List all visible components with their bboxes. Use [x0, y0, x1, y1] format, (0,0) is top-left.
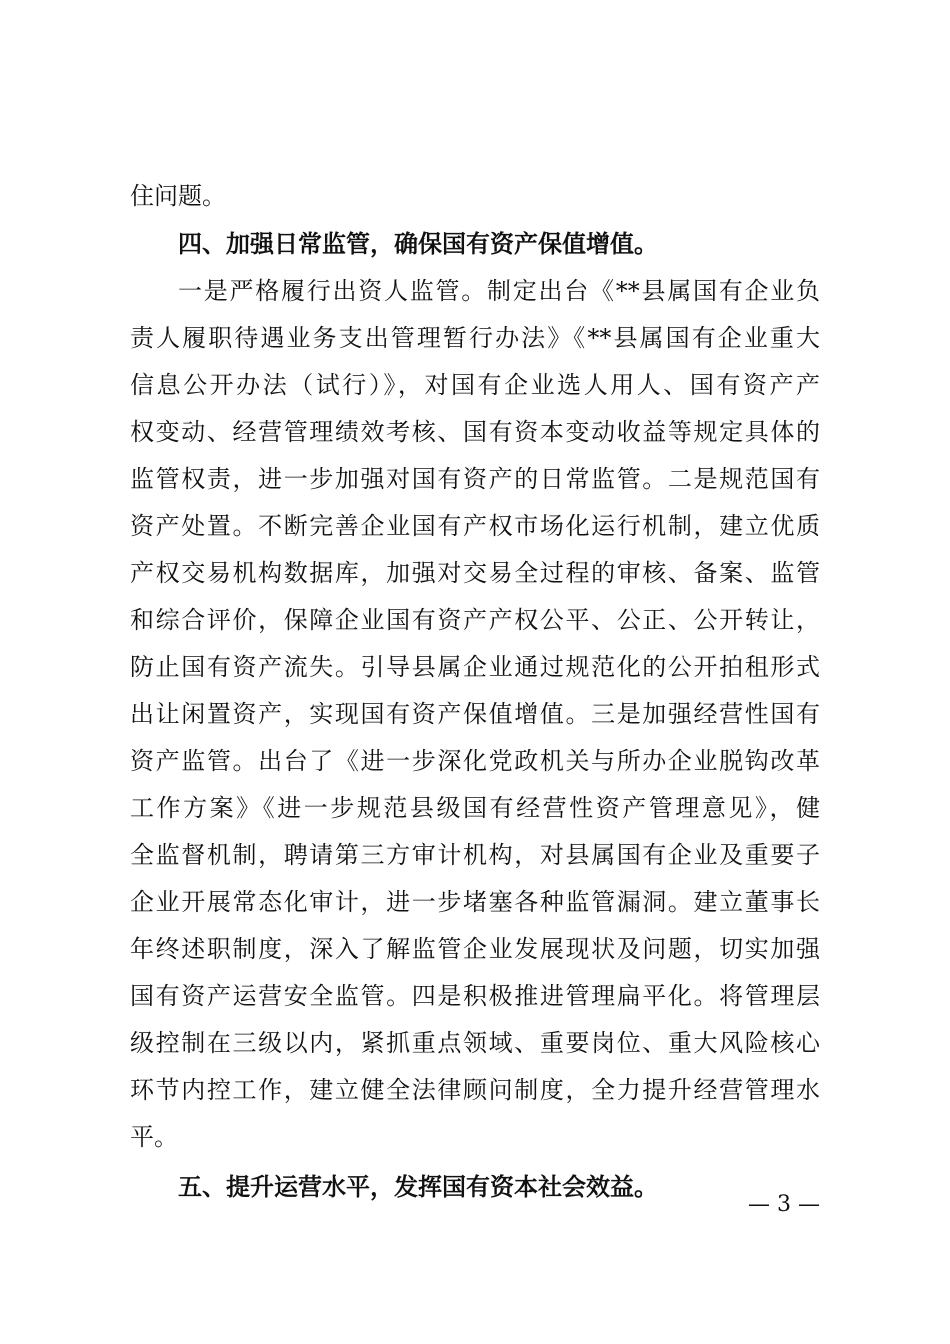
paragraph-line: 平。: [130, 1123, 178, 1151]
page-number: — 3 —: [748, 1192, 820, 1217]
paragraph-line: 环节内控工作，建立健全法律顾问制度，全力提升经营管理水: [130, 1076, 820, 1104]
paragraph-line: 监管权责，进一步加强对国有资产的日常监管。二是规范国有: [130, 465, 820, 493]
paragraph-line: 责人履职待遇业务支出管理暂行办法》《**县属国有企业重大: [130, 324, 820, 352]
paragraph-line: 和综合评价，保障企业国有资产产权公平、公正、公开转让，: [130, 606, 820, 634]
paragraph-line: 权变动、经营管理绩效考核、国有资本变动收益等规定具体的: [130, 418, 820, 446]
paragraph-line: 全监督机制，聘请第三方审计机构，对县属国有企业及重要子: [130, 841, 820, 869]
paragraph-line: 一是严格履行出资人监管。制定出台《**县属国有企业负: [178, 277, 820, 305]
paragraph-line: 工作方案》《进一步规范县级国有经营性资产管理意见》，健: [130, 794, 820, 822]
paragraph-line: 年终述职制度，深入了解监管企业发展现状及问题，切实加强: [130, 935, 820, 963]
paragraph-line: 出让闲置资产，实现国有资产保值增值。三是加强经营性国有: [130, 700, 820, 728]
paragraph-line: 国有资产运营安全监管。四是积极推进管理扁平化。将管理层: [130, 982, 820, 1010]
section-heading-five: 五、提升运营水平，发挥国有资本社会效益。: [178, 1173, 658, 1201]
paragraph-line: 资产处置。不断完善企业国有产权市场化运行机制，建立优质: [130, 512, 820, 540]
paragraph-line: 资产监管。出台了《进一步深化党政机关与所办企业脱钩改革: [130, 747, 820, 775]
paragraph-line: 产权交易机构数据库，加强对交易全过程的审核、备案、监管: [130, 559, 820, 587]
paragraph-line: 信息公开办法（试行）》，对国有企业选人用人、国有资产产: [130, 371, 820, 399]
continuation-text: 住问题。: [130, 182, 226, 210]
paragraph-line: 级控制在三级以内，紧抓重点领域、重要岗位、重大风险核心: [130, 1029, 820, 1057]
paragraph-line: 防止国有资产流失。引导县属企业通过规范化的公开拍租形式: [130, 653, 820, 681]
paragraph-line: 企业开展常态化审计，进一步堵塞各种监管漏洞。建立董事长: [130, 888, 820, 916]
section-heading-four: 四、加强日常监管，确保国有资产保值增值。: [178, 230, 658, 258]
